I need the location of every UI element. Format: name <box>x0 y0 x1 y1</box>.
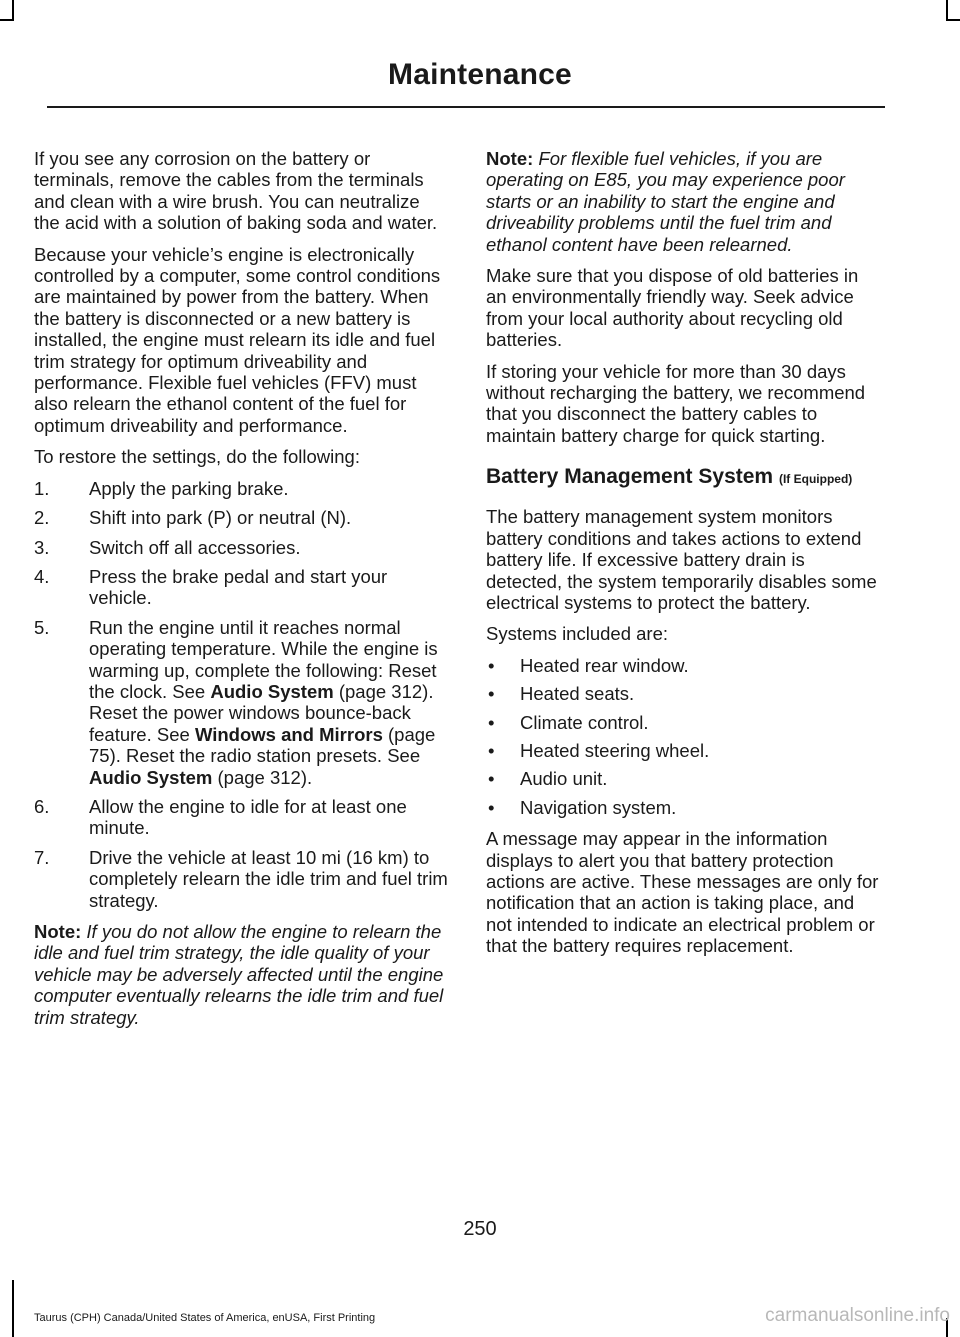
paragraph-storing: If storing your vehicle for more than 30 days without recharging the battery, we recommend that you disconnect the battery cables to maintain battery charge for quick starting. <box>486 360 866 446</box>
note-flex-fuel: Note: For flexible fuel vehicles, if you are operating on E85, you may experience poor starts or an inability to start the engine and driveability problems until the fuel trim and ethanol content have been relearned. <box>486 148 845 255</box>
audio-system-link-2[interactable]: Audio System <box>89 766 213 788</box>
audio-system-link[interactable]: Audio System <box>210 680 334 702</box>
note-idle-relearn: Note: If you do not allow the engine to relearn the idle and fuel trim strategy, the idle quality of your vehicle may be adversely affected until the engine computer eventually relearns the idle trim and fuel trim strategy. <box>34 921 444 1028</box>
paragraph-corrosion: If you see any corrosion on the battery or terminals, remove the cables from the terminals and clean with a wire brush. You can neutralize the acid with a solution of baking soda and water. <box>34 148 438 234</box>
paragraph-bms: The battery management system monitors battery conditions and takes actions to extend battery life. If excessive battery drain is detected, the system temporarily disables some electrical systems to protect the battery. <box>486 506 877 613</box>
crop-mark-top-left-v <box>12 0 14 20</box>
list-item: • Climate control. <box>488 711 649 733</box>
crop-mark-bottom-left-v <box>12 1280 14 1337</box>
paragraph-dispose: Make sure that you dispose of old batteries in an environmentally friendly way. Seek advice from your local authority about recycling old batteries. <box>486 265 859 351</box>
right-column <box>486 148 882 967</box>
list-item: 3. Switch off all accessories. <box>34 536 301 558</box>
paragraph-message: A message may appear in the information displays to alert you that battery protection actions are active. These messages are only for notification that an action is taking place, and not intended to indicate an electrical problem or that the battery requires replacement. <box>486 828 879 957</box>
crop-mark-top-right-h <box>946 19 960 21</box>
windows-and-mirrors-link[interactable]: Windows and Mirrors <box>194 723 383 745</box>
list-item: • Navigation system. <box>488 796 677 818</box>
list-item: 7. Drive the vehicle at least 10 mi (16 km) to completely relearn the idle trim and fuel trim strategy. <box>34 846 448 911</box>
list-item: • Audio unit. <box>488 768 608 790</box>
left-column <box>34 148 448 1038</box>
watermark: carmanualsonline.info <box>765 1305 950 1326</box>
section-heading: Battery Management System (If Equipped) <box>486 465 853 489</box>
crop-mark-top-right-v <box>946 0 948 20</box>
list-item: • Heated rear window. <box>488 654 689 676</box>
list-item: 1. Apply the parking brake. <box>34 477 289 499</box>
crop-mark-top-left-h <box>0 19 14 21</box>
paragraph-systems-intro: Systems included are: <box>486 623 669 645</box>
list-item: 4. Press the brake pedal and start your vehicle. <box>34 565 388 609</box>
page-number: 250 <box>463 1218 497 1240</box>
page-title: Maintenance <box>388 58 572 91</box>
systems-list <box>486 655 882 818</box>
header-divider <box>47 106 885 108</box>
restore-steps-list <box>34 478 448 911</box>
footer-edition-text: Taurus (CPH) Canada/United States of America, enUSA, First Printing <box>34 1312 376 1324</box>
list-item: • Heated steering wheel. <box>488 739 710 761</box>
paragraph-engine-relearn: Because your vehicle’s engine is electronically controlled by a computer, some control conditions are maintained by power from the battery. When the battery is disconnected or a new battery is installed, the engine must relearn its idle and fuel trim strategy for optimum driveability and performance. Flexible fuel vehicles (FFV) must also relearn the ethanol content of the fuel for optimum driveability and performance. <box>34 243 441 436</box>
paragraph-restore-intro: To restore the settings, do the following: <box>34 446 360 468</box>
list-item: • Heated seats. <box>488 683 635 705</box>
list-item: 6. Allow the engine to idle for at least one minute. <box>34 795 407 839</box>
list-item: 2. Shift into park (P) or neutral (N). <box>34 507 352 529</box>
list-item: 5. Run the engine until it reaches normal operating temperature. While the engine is warming up, complete the following: Reset the clock. See Audio System (page 312). Reset the power windows bounce-back feature. See Windows and Mirrors (page 75). Reset the radio station presets. See Audio System (page 312). <box>34 616 438 788</box>
